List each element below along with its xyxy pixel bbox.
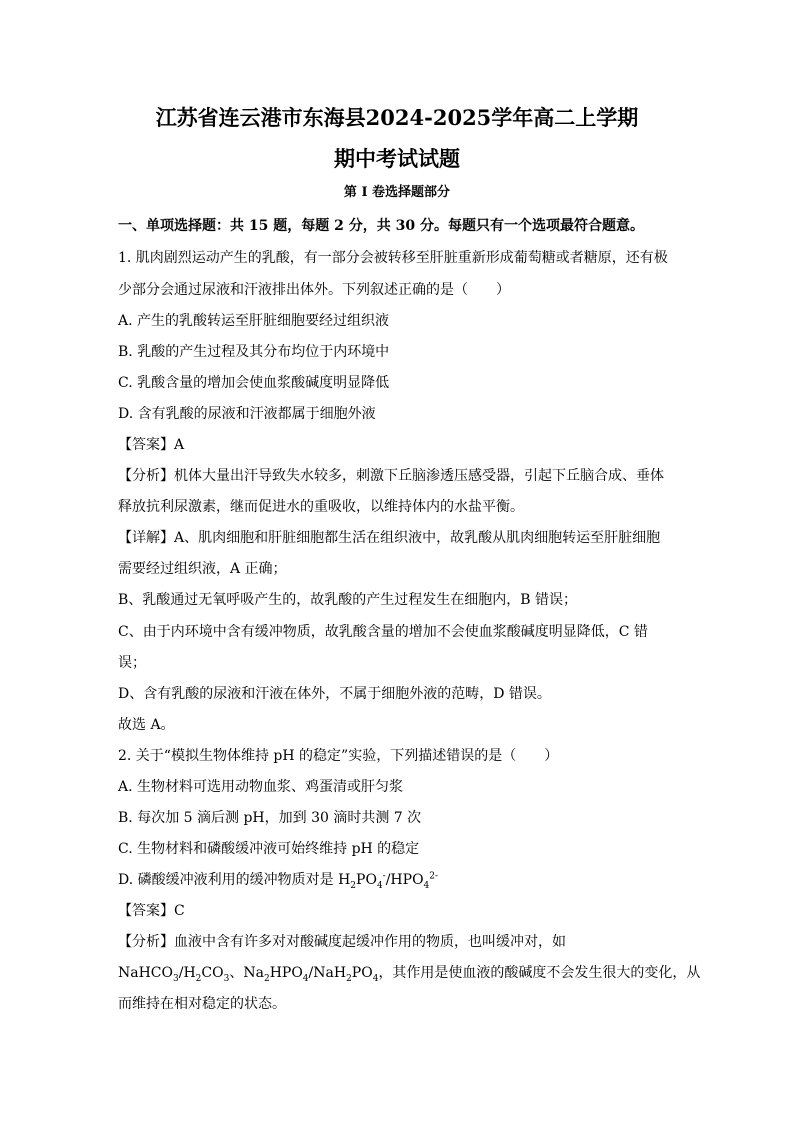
q2-option-b: B. 每次加 5 滴后测 pH，加到 30 滴时共测 7 次 <box>118 810 422 826</box>
q2-analysis-line1: 【分析】血液中含有许多对对酸碱度起缓冲作用的物质，也叫缓冲对，如 <box>118 934 566 950</box>
q2-option-d: D. 磷酸缓冲液利用的缓冲物质对是 $H_2PO_4^-/HPO_4^{2-}$ <box>118 871 439 891</box>
q1-detail-line2: 需要经过组织液，A 正确； <box>118 561 287 577</box>
q1-option-a: A. 产生的乳酸转运至肝脏细胞要经过组织液 <box>118 313 390 329</box>
q2-option-c: C. 生物材料和磷酸缓冲液可始终维持 pH 的稳定 <box>118 841 420 857</box>
q1-option-b: B. 乳酸的产生过程及其分布均位于内环境中 <box>118 344 390 360</box>
q1-analysis-line2: 释放抗利尿激素，继而促进水的重吸收，以维持体内的水盐平衡。 <box>118 499 524 515</box>
q1-stem-line1: 1. 肌肉剧烈运动产生的乳酸，有一部分会被转移至肝脏重新形成葡萄糖或者糖原，还有极 <box>118 250 668 266</box>
q1-option-d: D. 含有乳酸的尿液和汗液都属于细胞外液 <box>118 406 376 422</box>
q1-stem-line2: 少部分会通过尿液和汗液排出体外。下列叙述正确的是（ ） <box>118 282 510 298</box>
q2-option-a: A. 生物材料可选用动物血浆、鸡蛋清或肝匀浆 <box>118 779 404 795</box>
q1-detail-line1: 【详解】A、肌肉细胞和肝脏细胞都生活在组织液中，故乳酸从肌肉细胞转运至肝脏细胞 <box>118 530 661 546</box>
section-title: 第 I 卷选择题部分 <box>343 185 451 200</box>
q1-detail-line4: C、由于内环境中含有缓冲物质，故乳酸含量的增加不会使血浆酸碱度明显降低，C 错 <box>118 624 648 640</box>
q1-detail-line5: 误； <box>118 655 146 671</box>
q2-option-d-prefix: D. 磷酸缓冲液利用的缓冲物质对是 H <box>118 872 351 888</box>
part1-heading: 一、单项选择题：共 15 题，每题 2 分，共 30 分。每题只有一个选项最符合题意。 <box>118 218 644 234</box>
q2-answer: 【答案】C <box>118 903 185 919</box>
q2-analysis-line2: $NaHCO_3/H_2CO_3$、$Na_2HPO_4/NaH_2PO_4$，其作用是使血液的酸碱度不会发生很大的变化，从 <box>118 965 701 984</box>
q1-conclusion: 故选 A。 <box>118 717 175 733</box>
q1-answer: 【答案】A <box>118 437 185 453</box>
q2-stem-line1: 2. 关于“模拟生物体维持 pH 的稳定”实验，下列描述错误的是（ ） <box>118 748 559 764</box>
q2-analysis-line2-suffix: ，其作用是使血液的酸碱度不会发生很大的变化，从 <box>378 965 701 981</box>
document-title-line2: 期中考试试题 <box>334 146 460 171</box>
q1-option-c: C. 乳酸含量的增加会使血浆酸碱度明显降低 <box>118 375 390 391</box>
document-title-line1: 江苏省连云港市东海县2024-2025学年高二上学期 <box>155 105 639 130</box>
q1-analysis-line1: 【分析】机体大量出汗导致失水较多，刺激下丘脑渗透压感受器，引起下丘脑合成、垂体 <box>118 468 664 484</box>
q1-detail-line6: D、含有乳酸的尿液和汗液在体外，不属于细胞外液的范畴，D 错误。 <box>118 686 551 702</box>
q1-detail-line3: B、乳酸通过无氧呼吸产生的，故乳酸的产生过程发生在细胞内，B 错误； <box>118 592 578 608</box>
q2-analysis-line3: 而维持在相对稳定的状态。 <box>118 996 286 1012</box>
